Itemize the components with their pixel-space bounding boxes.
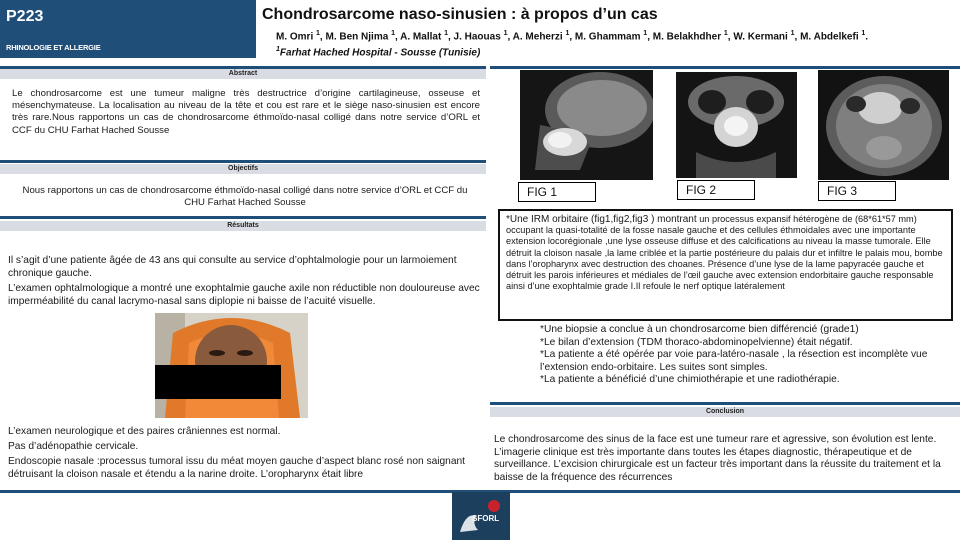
author-separator: , [647, 31, 653, 43]
patient-photo-illustration [155, 313, 308, 418]
mri-figure-2 [676, 72, 797, 178]
affiliation [276, 46, 480, 58]
author-separator: , [794, 31, 801, 43]
objectifs-heading: Objectifs [0, 164, 486, 174]
author-name: M. Ben Njima [325, 31, 392, 43]
conclusion-divider [490, 402, 960, 405]
conclusion-heading: Conclusion [490, 407, 960, 417]
author-affiliation-number: 1 [565, 30, 570, 37]
author-separator: , [394, 31, 401, 43]
author-separator: , [447, 31, 454, 43]
resultats-para-1: Il s’agit d’une patiente âgée de 43 ans qui consulte au service d’ophtalmologie pour un larmoiement chronique gauche. [8, 255, 457, 279]
author-name: M. Belakhdher [652, 31, 724, 43]
author-affiliation-number: 1 [723, 30, 728, 37]
resultats-para-4: Pas d’adénopathie cervicale. [8, 441, 139, 452]
affiliation-text: Farhat Hached Hospital - Sousse (Tunisie) [279, 47, 481, 59]
author-name: M. Omri [276, 31, 317, 43]
poster-category: RHINOLOGIE ET ALLERGIE [6, 43, 101, 52]
followup-item: *Le bilan d’extension (TDM thoraco-abdominopelvienne) était négatif. [540, 336, 853, 348]
resultats-para-5: Endoscopie nasale :processus tumoral issu du méat moyen gauche d’aspect blanc rosé non saignant détruisant la cloison nasale et étendu a la narine droite. L’oropharynx était libre [8, 456, 466, 480]
abstract-text: Le chondrosarcome est une tumeur maligne très destructrice d’origine cartilagineuse, osseuse et mésenchymateuse. La localisation au niveau de la tête et cou est rare et le siège naso-sinusien est encore très rare.Nous rapportons un cas de chondrosarcome éthmoïdo-nasal colligé dans notre service d’ORL et CCF du CHU Farhat Hached Sousse [12, 88, 480, 136]
poster-code: P223 [6, 8, 44, 25]
followup-list [540, 324, 950, 387]
author-affiliation-number: 1 [391, 30, 395, 37]
author-name: A. Mallat [400, 31, 445, 43]
author-name: W. Kermani [733, 31, 791, 43]
resultats-divider [0, 216, 486, 219]
resultats-para-2: L’examen ophtalmologique a montré une exophtalmie gauche axile non réductible non douloureuse avec imperméabilité du canal lacrymo-nasal sans diplopie ni baisse de l’acuité visuelle. [8, 283, 480, 307]
author-affiliation-number: 1 [503, 30, 508, 37]
resultats-para-3: L’examen neurologique et des paires crâniennes est normal. [8, 426, 281, 437]
author-name: M. Ghammam [574, 31, 644, 43]
fig-label-3: FIG 3 [818, 181, 896, 201]
followup-item: *La patiente a bénéficié d’une chimiothérapie et une radiothérapie. [540, 374, 840, 386]
author-affiliation-number: 1 [444, 30, 448, 37]
abstract-heading: Abstract [0, 69, 486, 79]
irm-findings-box [498, 209, 953, 321]
mri-figure-1 [520, 70, 653, 180]
author-name: M. Abdelkefi [800, 31, 862, 43]
poster-title: Chondrosarcome naso-sinusien : à propos d’un cas [262, 6, 658, 23]
author-separator: , [569, 31, 575, 43]
author-affiliation-number: 1 [643, 30, 648, 37]
irm-text: un processus expansif hétérogène de (68*61*57 mm) occupant la quasi-totalité de la fosse nasale gauche et des cellules éthmoidales avec une importante extension locorégionale ,une lyse osseuse diffuse et des calcifications au niveau la masse tumorale. Elle détruit la cloison nasale ,la lame criblée et la partie postérieure du palais dur et infiltre le palais mou, bombe dans l’oropharynx avec destruction des choanes. Présence d’une lyse de la lame papyracée gauche et détruit les parois inférieures et médiales de l’œil gauche avec extension endorbitaire gauche responsable ainsi d’une exophtalmie grade I.Il refoule le nerf optique latéralement [506, 214, 943, 292]
author-name: A. Meherzi [512, 31, 566, 43]
mri-figure-3 [818, 70, 949, 180]
mri-coronal-image [676, 72, 797, 178]
author-list [276, 30, 868, 42]
conclusion-text: Le chondrosarcome des sinus de la face est une tumeur rare et agressive, son évolution est lente. L’imagerie clinique est très importante dans toutes les étapes diagnostic, thérapeutique et de surveillance. L’excision chirurgicale est un facteur très important dans la réussite du traitement et la baisse de la fréquence des récurrences [494, 434, 941, 483]
author-affiliation-number: 1 [861, 30, 866, 37]
author-separator: , [319, 31, 326, 43]
irm-lead: *Une IRM orbitaire (fig1,fig2,fig3 ) montrant [506, 214, 697, 225]
objectifs-text: Nous rapportons un cas de chondrosarcome éthmoïdo-nasal colligé dans notre service d’ORL et CCF du CHU Farhat Hached Sousse [22, 185, 468, 209]
author-separator: , [727, 31, 734, 43]
fig-label-2: FIG 2 [677, 180, 755, 200]
author-name: J. Haouas [453, 31, 504, 43]
affiliation-number: 1 [276, 46, 280, 53]
fig-label-1: FIG 1 [518, 182, 596, 202]
author-affiliation-number: 1 [316, 30, 320, 37]
resultats-heading: Résultats [0, 221, 486, 231]
sforl-logo-text: SFORL [472, 514, 500, 523]
sforl-logo [452, 492, 510, 540]
patient-photo [155, 313, 308, 418]
mri-sagittal-image [520, 70, 653, 180]
author-separator: . [865, 31, 869, 43]
objectifs-divider [0, 160, 486, 163]
followup-item: *La patiente a été opérée par voie para-latéro-nasale , la résection est incomplète vue l’extension endo-orbitaire. Les suites sont simples. [540, 349, 928, 373]
author-affiliation-number: 1 [790, 30, 795, 37]
mri-axial-image [818, 70, 949, 180]
figures-divider [490, 66, 960, 69]
followup-item: *Une biopsie a conclue à un chondrosarcome bien différencié (grade1) [540, 324, 859, 335]
poster-badge [0, 0, 256, 58]
author-separator: , [507, 31, 513, 43]
